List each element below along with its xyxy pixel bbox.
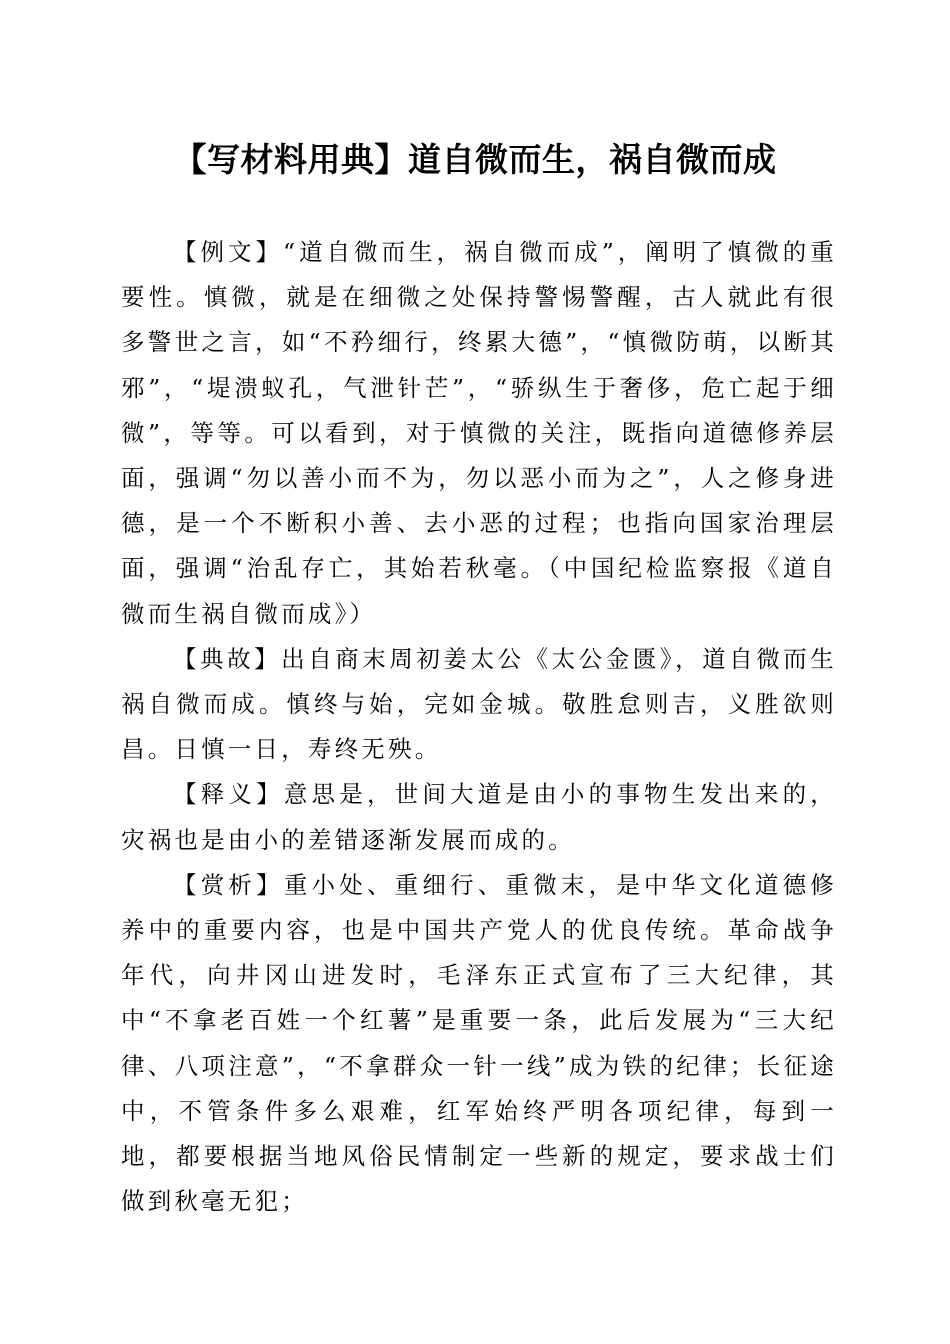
document-title: 【写材料用典】道自微而生，祸自微而成 xyxy=(173,140,777,179)
paragraph-example: 【例文】“道自微而生，祸自微而成”，阐明了慎微的重要性。慎微，就是在细微之处保持警惕警醒，古人就此有很多警世之言，如“不矜细行，终累大德”，“慎微防萌，以断其邪”，“堤溃蚁孔，气泄针芒”，“骄纵生于奢侈，危亡起于细微”，等等。可以看到，对于慎微的关注，既指向道德修养层面，强调“勿以善小而不为，勿以恶小而为之”，人之修身进德，是一个不断积小善、去小恶的过程；也指向国家治理层面，强调“治乱存亡，其始若秋毫。（中国纪检监察报《道自微而生祸自微而成》） xyxy=(121,238,837,628)
paragraph-meaning: 【释义】意思是，世间大道是由小的事物生发出来的，灾祸也是由小的差错逐渐发展而成的。 xyxy=(121,780,837,854)
paragraph-appreciation: 【赏析】重小处、重细行、重微末，是中华文化道德修养中的重要内容，也是中国共产党人的优良传统。革命战争年代，向井冈山进发时，毛泽东正式宣布了三大纪律，其中“不拿老百姓一个红薯”是重要一条，此后发展为“三大纪律、八项注意”，“不拿群众一针一线”成为铁的纪律；长征途中，不管条件多么艰难，红军始终严明各项纪律，每到一地，都要根据当地风俗民情制定一些新的规定，要求战士们做到秋毫无犯； xyxy=(121,870,837,1216)
document-body xyxy=(121,230,837,1224)
paragraph-allusion: 【典故】出自商末周初姜太公《太公金匮》，道自微而生祸自微而成。慎终与始，完如金城。敬胜怠则吉，义胜欲则昌。日慎一日，寿终无殃。 xyxy=(121,644,837,764)
